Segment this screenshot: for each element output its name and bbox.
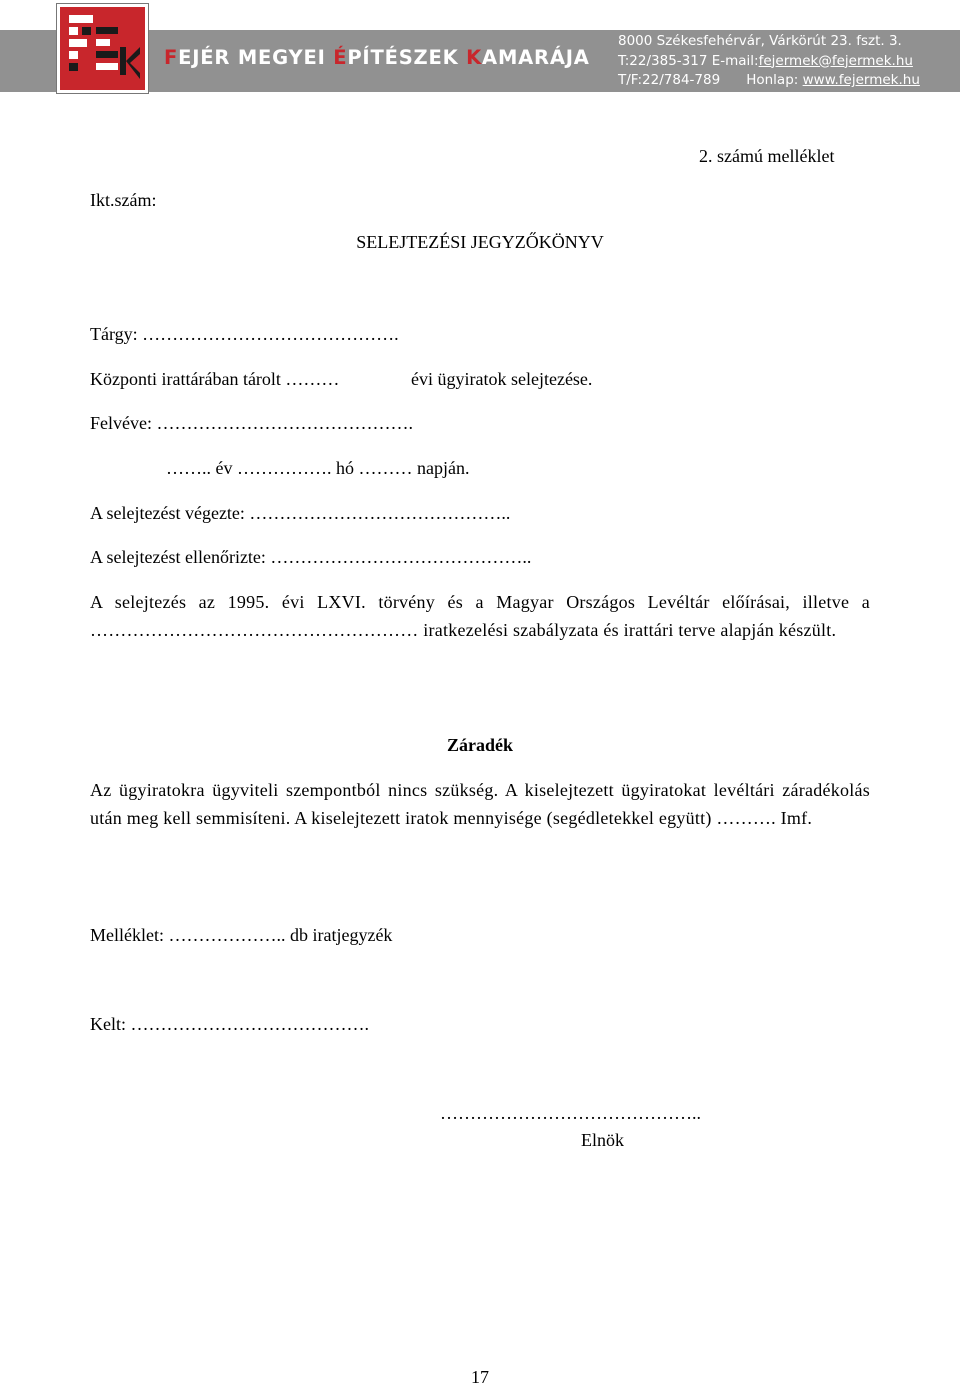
clause-heading: Záradék <box>446 735 513 755</box>
legal-basis-paragraph <box>90 589 870 644</box>
org-name <box>164 46 590 69</box>
clause-text: Az ügyiratokra ügyviteli szempontból nincs szükség. A kiselejtezett ügyiratokat levéltári záradékolás után meg kell semmisíteni. A kiselejtezett iratok mennyisége (segédletekkel együtt) ………. Imf. <box>90 780 870 828</box>
contact-block <box>618 32 920 91</box>
clause-paragraph <box>90 777 870 832</box>
chamber-logo <box>56 3 149 94</box>
legal-basis-text: A selejtezés az 1995. évi LXVI. törvény és a Magyar Országos Levéltár előírásai, illetve a ……………………………………………… iratkezelési szabályzata és irattári terve alapján készült. <box>90 592 870 640</box>
website-link[interactable]: www.fejermek.hu <box>802 72 920 88</box>
phone-email-line <box>618 52 920 72</box>
signature-line: …………………………………….. <box>440 1103 701 1123</box>
date-line: …….. év ……………. hó ……… napján. <box>166 458 470 478</box>
performed-by-line: A selejtezést végezte: …………………………………….. <box>90 503 511 523</box>
registry-number-label: Ikt.szám: <box>90 190 157 210</box>
subject-line: Tárgy: ……………………………………. <box>90 324 399 344</box>
archive-line-right: évi ügyiratok selejtezése. <box>411 369 593 389</box>
fax-label: T/F:22/784-789 <box>618 72 721 88</box>
org-name-part: É <box>333 46 348 69</box>
page-number: 17 <box>471 1367 489 1387</box>
archive-line-left: Központi irattárában tárolt ……… <box>90 369 340 389</box>
attachment-line: Melléklet: ……………….. db iratjegyzék <box>90 925 393 945</box>
address-line: 8000 Székesfehérvár, Várkörút 23. fszt. 3. <box>618 33 902 49</box>
annex-label: 2. számú melléklet <box>699 146 835 166</box>
fax-web-line <box>618 71 920 91</box>
checked-by-line: A selejtezést ellenőrizte: …………………………………….. <box>90 547 532 567</box>
signature-role: Elnök <box>581 1130 624 1150</box>
logo-mark-icon <box>60 7 145 90</box>
org-name-part: K <box>466 46 483 69</box>
document-title: SELEJTEZÉSI JEGYZŐKÖNYV <box>356 232 604 252</box>
email-link[interactable]: fejermek@fejermek.hu <box>758 52 913 69</box>
dated-line: Kelt: …………………………………. <box>90 1014 369 1034</box>
org-name-part: EJÉR MEGYEI <box>178 46 334 69</box>
org-name-part: F <box>164 46 179 69</box>
org-name-part: AMARÁJA <box>482 46 590 69</box>
org-name-part: PÍTÉSZEK <box>347 46 467 69</box>
recorded-line: Felvéve: ……………………………………. <box>90 413 413 433</box>
phone-label: T:22/385-317 E-mail: <box>618 52 759 69</box>
web-label: Honlap: <box>746 72 803 88</box>
